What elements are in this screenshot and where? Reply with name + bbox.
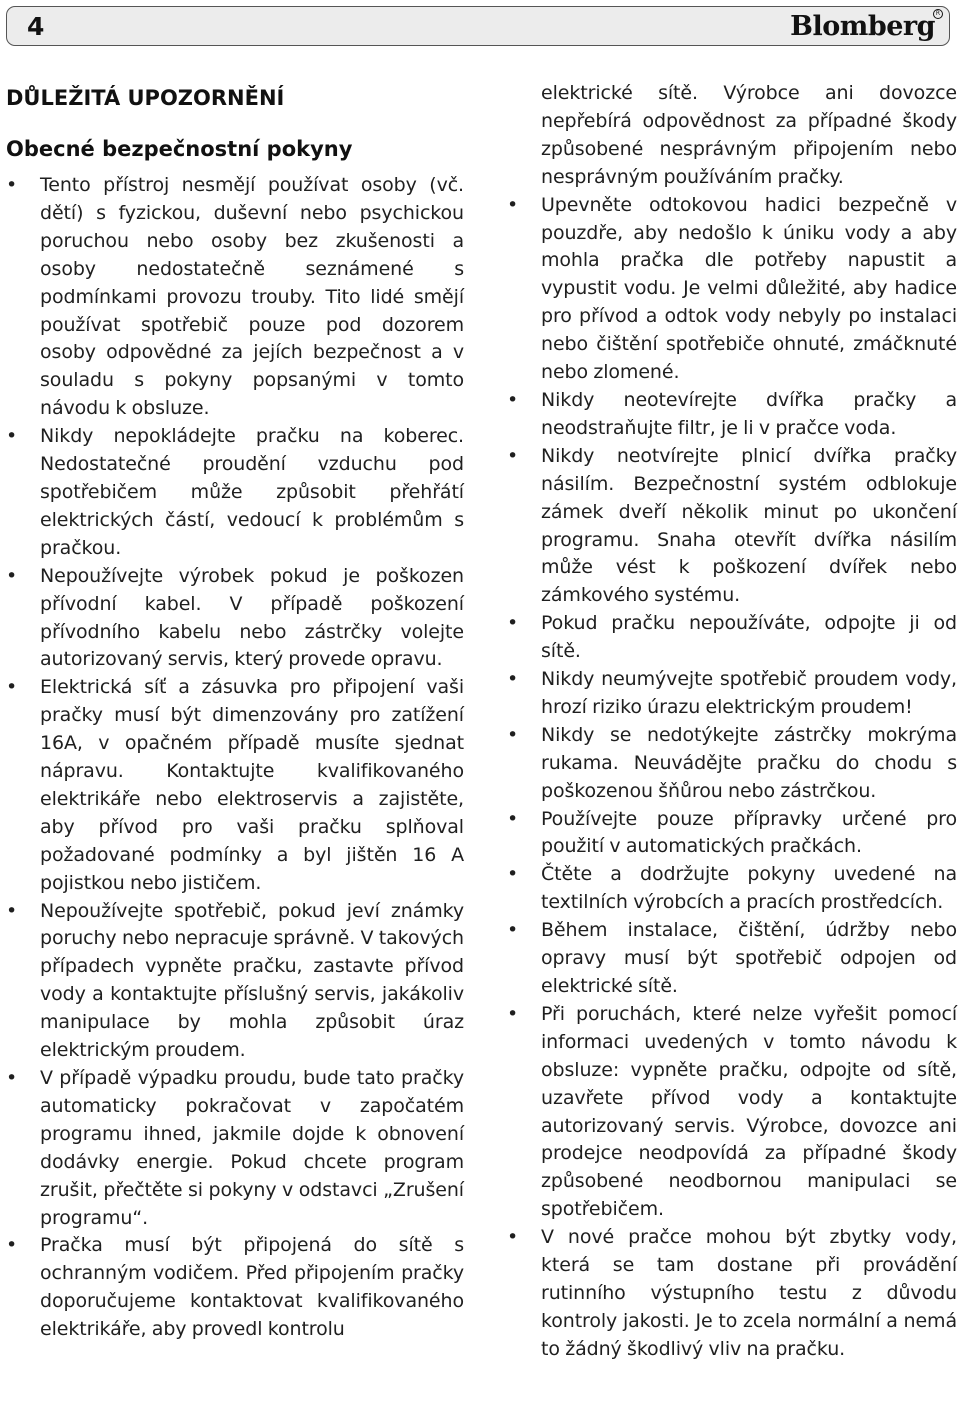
list-item: • Nikdy se nedotýkejte zástrčky mokrýma rukama. Neuvádějte pračku do chodu s poškozenou šňůrou nebo zástrčkou. xyxy=(507,722,957,806)
list-item: • Čtěte a dodržujte pokyny uvedené na textilních výrobcích a pracích prostředcích. xyxy=(507,861,957,917)
safety-list-right xyxy=(507,192,957,1364)
right-column xyxy=(507,80,957,1364)
page-title: DŮLEŽITÁ UPOZORNĚNÍ xyxy=(6,86,285,110)
left-column xyxy=(6,80,464,1344)
list-item: • Používejte pouze přípravky určené pro použití v automatických pračkách. xyxy=(507,806,957,862)
list-item: • Během instalace, čištění, údržby nebo opravy musí být spotřebič odpojen od elektrické sítě. xyxy=(507,917,957,1001)
list-item: • Nepoužívejte spotřebič, pokud jeví známky poruchy nebo nepracuje správně. V takových případech vypněte pračku, zastavte přívod vody a kontaktujte příslušný servis, jakákoliv manipulace by mohla způsobit úraz elektrickým proudem. xyxy=(6,898,464,1065)
safety-list-left xyxy=(6,172,464,1344)
continued-paragraph: elektrické sítě. Výrobce ani dovozce nepřebírá odpovědnost za případné škody způsobené nesprávným připojením nebo nesprávným používáním pračky. xyxy=(541,82,957,188)
list-item: • V případě výpadku proudu, bude tato pračky automaticky pokračovat v započatém programu ihned, jakmile dojde k obnovení dodávky energie. Pokud chcete program zrušit, přečtěte si pokyny v odstavci „Zrušení programu“. xyxy=(6,1065,464,1232)
list-item: • Elektrická síť a zásuvka pro připojení vaši pračky musí být dimenzovány pro zatížení 16A, v opačném případě musíte sjednat nápravu. Kontaktujte kvalifikovaného elektrikáře nebo elektroservis a zajistěte, aby přívod pro vaši pračku splňoval požadované podmínky a byl jištěn 16 A pojistkou nebo jističem. xyxy=(6,674,464,897)
section-title: Obecné bezpečnostní pokyny xyxy=(6,137,353,161)
list-item: • Nepoužívejte výrobek pokud je poškozen přívodní kabel. V případě poškození přívodního kabelu nebo zástrčky volejte autorizovaný servis, který provede opravu. xyxy=(6,563,464,675)
brand-logo: Blomberg xyxy=(790,11,935,42)
list-item: • Při poruchách, které nelze vyřešit pomocí informaci uvedených v tomto návodu k obsluze: vypněte pračku, odpojte od sítě, uzavřete přívod vody a kontaktujte autorizovaný servis. Výrobce, dovozce ani prodejce neodpovídá za případné škody způsobené neodbornou manipulaci se spotřebičem. xyxy=(507,1001,957,1224)
registered-mark-icon: R xyxy=(933,9,943,19)
list-item: • Pračka musí být připojená do sítě s ochranným vodičem. Před připojením pračky doporučujeme kontaktovat kvalifikovaného elektrikáře, aby provedl kontrolu xyxy=(6,1232,464,1344)
page-header xyxy=(6,6,950,46)
list-item: • Nikdy neotevírejte dvířka pračky a neodstraňujte filtr, je li v pračce voda. xyxy=(507,387,957,443)
list-item: • Tento přístroj nesmějí používat osoby (vč. dětí) s fyzickou, duševní nebo psychickou poruchou nebo osoby bez zkušenosti a osoby nedostatečně seznámené s podmínkami provozu trouby. Tito lidé smějí používat spotřebič pouze pod dozorem osoby odpovědné za jejích bezpečnost a v souladu s pokyny popsanými v tomto návodu k obsluze. xyxy=(6,172,464,423)
list-item: • V nové pračce mohou být zbytky vody, která se tam dostane při provádění rutinního výstupního testu z důvodu kontroly jakosti. Je to zcela normální a nemá to žádný škodlivý vliv na pračku. xyxy=(507,1224,957,1364)
list-item: • Upevněte odtokovou hadici bezpečně v pouzdře, aby nedošlo k úniku vody a aby mohla pračka dle potřeby napustit a vypustit vodu. Je velmi důležité, aby hadice pro přívod a odtok vody nebyly po instalaci nebo čištění spotřebiče ohnuté, zmáčknuté nebo zlomené. xyxy=(507,192,957,387)
page-number: 4 xyxy=(27,12,45,41)
list-item: • Nikdy nepokládejte pračku na koberec. Nedostatečné proudění vzduchu pod spotřebičem může způsobit přehřátí elektrických částí, vedoucí k problémům s pračkou. xyxy=(6,423,464,563)
list-item: • Nikdy neotvírejte plnicí dvířka pračky násilím. Bezpečnostní systém odblokuje zámek dveří několik minut po ukončení programu. Snaha otevřít dvířka násilím může vést k poškození dvířek nebo zámkového systému. xyxy=(507,443,957,610)
list-item: • Pokud pračku nepoužíváte, odpojte ji od sítě. xyxy=(507,610,957,666)
list-item: • Nikdy neumývejte spotřebič proudem vody, hrozí riziko úrazu elektrickým proudem! xyxy=(507,666,957,722)
